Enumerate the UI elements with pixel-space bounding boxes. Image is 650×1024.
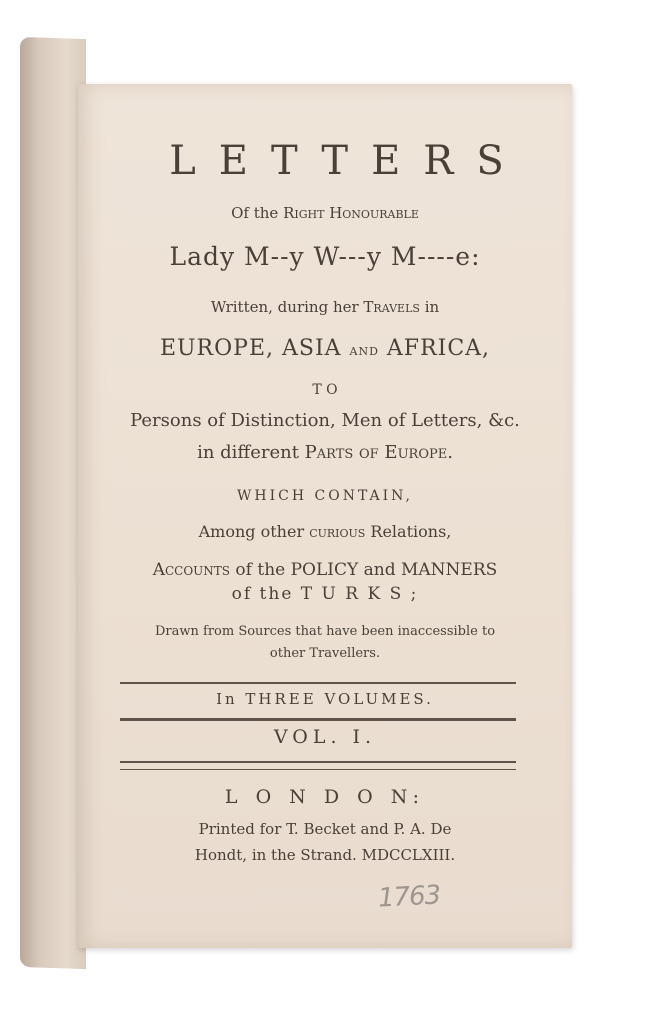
to-line: T O (312, 382, 338, 398)
printer-line-1: Printed for T. Becket and P. A. De (198, 820, 452, 838)
author-name: Lady M--y W---y M----e: (169, 242, 481, 271)
among-line (78, 522, 572, 541)
turks-line: of the T U R K S ; (231, 584, 419, 604)
written-text: Written, during her (210, 298, 364, 316)
written-line (78, 298, 572, 316)
right-honourable-text: Right Honourable (283, 204, 419, 222)
of-the-text: Of the (231, 204, 284, 222)
continents-text-1: EUROPE, ASIA (159, 336, 350, 361)
policy-manners-text: of the POLICY and MANNERS (230, 560, 498, 580)
different-parts-line (78, 442, 572, 463)
drawn-line: Drawn from Sources that have been inaccessible to (154, 624, 496, 639)
parts-of-europe-text: Parts of Europe. (304, 442, 453, 463)
divider-3 (120, 761, 516, 763)
curious-text: curious (309, 522, 366, 541)
accounts-line (78, 560, 572, 580)
volumes-line: In THREE VOLUMES. (216, 690, 434, 708)
continents-line (78, 336, 572, 361)
which-contain-line: WHICH CONTAIN, (237, 488, 413, 504)
divider-4 (120, 769, 516, 770)
continents-text-2: AFRICA, (378, 336, 491, 361)
relations-text: Relations, (365, 522, 452, 541)
title-page (78, 84, 572, 948)
volume-line: VOL. I. (273, 726, 377, 748)
book-spine (20, 37, 86, 969)
printer-line-2: Hondt, in the Strand. MDCCLXIII. (194, 846, 456, 864)
title: LETTERS (169, 138, 527, 184)
city-line: L O N D O N: (224, 786, 426, 808)
divider-2 (120, 718, 516, 721)
accounts-text: Accounts (152, 560, 231, 580)
among-text: Among other (198, 522, 310, 541)
travels-text: Travels (363, 298, 420, 316)
handwritten-year: 1763 (377, 880, 441, 914)
persons-line: Persons of Distinction, Men of Letters, &c. (130, 410, 520, 431)
other-travellers-line: other Travellers. (269, 646, 381, 661)
in-text: in (419, 298, 440, 316)
different-text: in different (197, 442, 305, 463)
divider-1 (120, 682, 516, 684)
and-text: and (349, 340, 379, 359)
subtitle-right-honourable (78, 204, 572, 222)
